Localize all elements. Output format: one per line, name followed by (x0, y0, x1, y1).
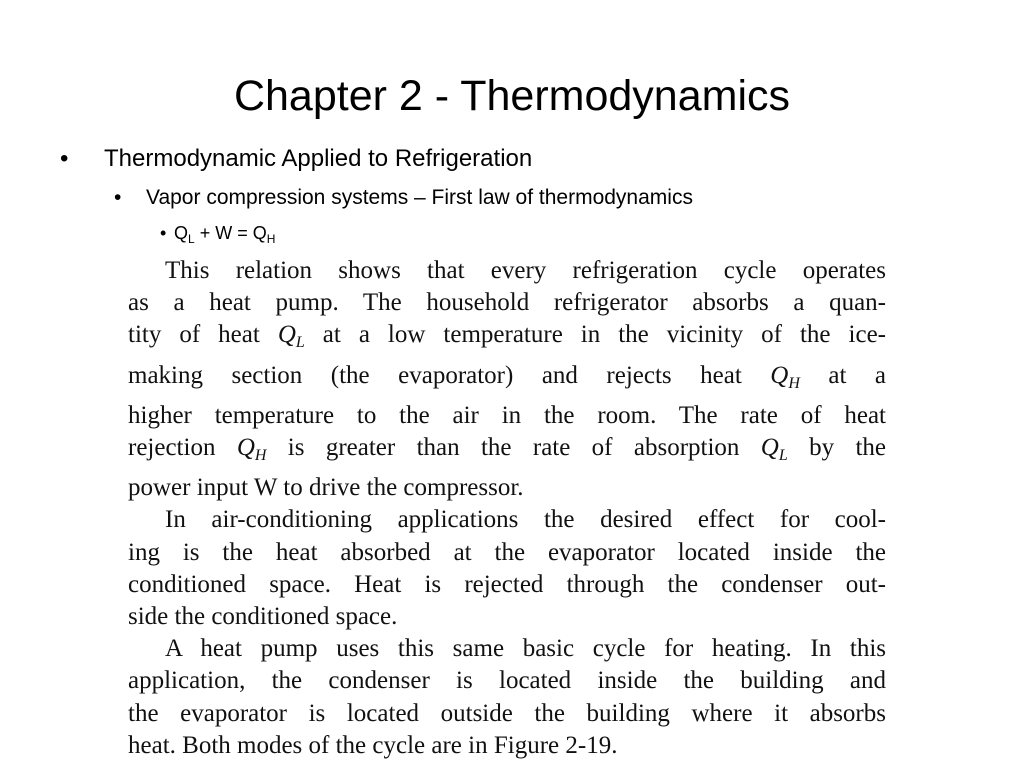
excerpt-line: This relation shows that every refrigeration cycle operates (165, 257, 886, 284)
excerpt-line: application, the condenser is located inside the building and (128, 667, 886, 695)
bullet-level-3-equation (160, 221, 275, 251)
excerpt-line: power input W to drive the compressor. (128, 474, 524, 502)
equation-q: Q (174, 223, 189, 243)
excerpt-line: In air-conditioning applications the desired effect for cool- (165, 506, 886, 534)
equation-sub-h: H (266, 232, 276, 246)
symbol-sub-h: H (254, 447, 267, 465)
bullet-text: Thermodynamic Applied to Refrigeration (104, 145, 533, 172)
bullet-marker: • (60, 145, 69, 172)
excerpt-line (128, 319, 886, 359)
excerpt-text: by the (787, 434, 886, 462)
excerpt-line: side the conditioned space. (128, 603, 398, 631)
page-title: Chapter 2 - Thermodynamics (233, 72, 791, 120)
symbol-q: Q (760, 434, 779, 462)
textbook-excerpt (128, 255, 886, 762)
equation-sub-l: L (188, 232, 195, 246)
bullet-level-2 (114, 184, 693, 212)
excerpt-line (128, 360, 886, 400)
excerpt-text: at a low temperature in the vicinity of the ice- (304, 321, 886, 349)
symbol-q: Q (770, 361, 789, 389)
excerpt-text: rejection (128, 434, 237, 462)
bullet-marker: • (114, 186, 122, 209)
bullet-level-1 (60, 143, 532, 175)
symbol-q: Q (277, 321, 296, 349)
excerpt-line: ing is the heat absorbed at the evaporator located inside the (128, 538, 886, 566)
symbol-sub-l: L (295, 334, 305, 352)
excerpt-line: conditioned space. Heat is rejected through the condenser out- (128, 570, 886, 598)
symbol-sub-h: H (788, 374, 800, 392)
excerpt-line: A heat pump uses this same basic cycle for heating. In this (165, 635, 886, 663)
excerpt-line: heat. Both modes of the cycle are in Figure 2-19. (128, 731, 618, 759)
excerpt-line: as a heat pump. The household refrigerator absorbs a quan- (128, 289, 886, 317)
bullet-text: Vapor compression systems – First law of thermodynamics (146, 186, 693, 209)
symbol-q: Q (236, 434, 255, 462)
excerpt-text: at a (799, 361, 886, 389)
bullet-marker: • (160, 223, 167, 243)
excerpt-text: is greater than the rate of absorption (266, 434, 761, 462)
excerpt-text: tity of heat (128, 321, 278, 349)
equation-middle: + W = Q (194, 223, 267, 243)
excerpt-line: higher temperature to the air in the room. The rate of heat (128, 401, 886, 429)
symbol-sub-l: L (778, 447, 788, 465)
excerpt-text: making section (the evaporator) and rejects heat (128, 361, 771, 389)
excerpt-line: the evaporator is located outside the building where it absorbs (128, 699, 886, 727)
excerpt-line (128, 432, 886, 472)
